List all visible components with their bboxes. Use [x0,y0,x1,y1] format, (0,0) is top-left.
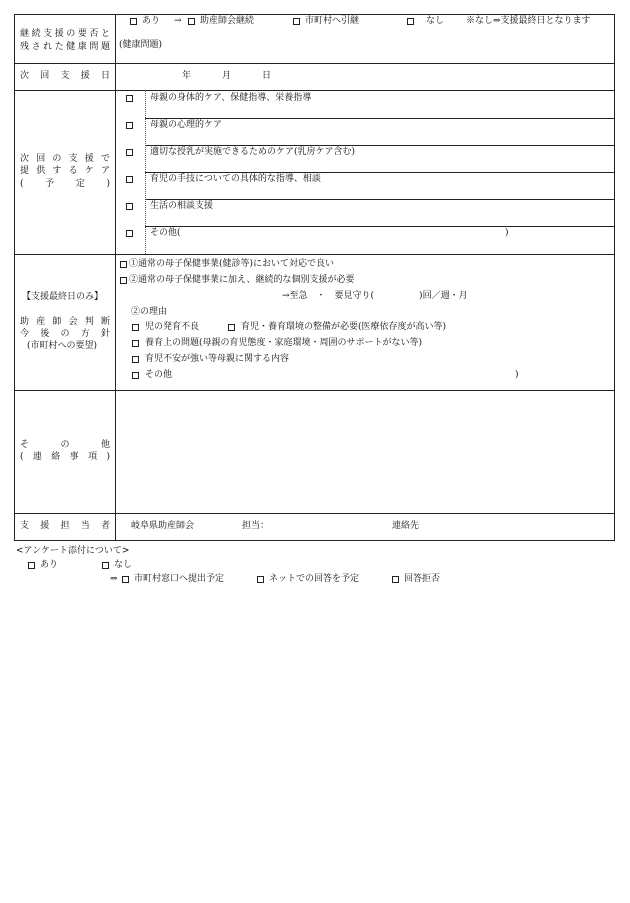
option-label: あり [142,16,161,26]
row-divider [14,390,615,391]
checkbox-policy-individual[interactable] [120,277,127,284]
month-label: 月 [222,71,232,81]
option-label: 市町村へ引継 [305,16,360,26]
checkbox-care-item[interactable] [126,95,133,102]
survey-option-label: 市町村窓口へ提出予定 [134,574,225,584]
row-divider [14,90,615,91]
reason-label: その他 [145,370,173,380]
checkbox-survey-net[interactable] [257,576,264,583]
checkbox-care-item[interactable] [126,149,133,156]
day-label: 日 [262,71,272,81]
health-problem-label: (健康問題) [119,40,163,50]
urgency-text: →至急 ・ 要見守り( )回／週・月 [282,291,468,301]
final-day-title: 【支援最終日のみ】 [22,292,104,302]
note-text: ※なし⇒支援最終日となります [466,16,591,26]
policy-option-label: ②通常の母子保健事業に加え、継続的な個別支援が必要 [129,275,355,285]
policy-sub-label: (市町村への要望) [27,341,98,351]
checkbox-continuation-no[interactable] [407,18,414,25]
row-divider [14,63,615,64]
year-label: 年 [182,71,192,81]
checkbox-reason[interactable] [132,372,139,379]
care-item-label: 適切な授乳が実施できるためのケア(乳房ケア含む) [150,147,356,157]
other-notes-label: そ の 他 [20,440,110,450]
option-label: なし [426,16,445,26]
checkbox-survey-no[interactable] [102,562,109,569]
checkbox-municipal-handover[interactable] [293,18,300,25]
org-name: 岐阜県助産師会 [131,521,195,531]
continuation-label: 継 続 支 援 の 要 否 と [20,29,110,39]
next-date-label: 次 回 支 援 日 [20,71,110,81]
checkbox-continuation-yes[interactable] [130,18,137,25]
checkbox-care-item[interactable] [126,122,133,129]
other-notes-area[interactable] [117,392,613,511]
reason-title: ②の理由 [131,307,168,317]
planned-care-label: ( 予 定 ) [20,179,110,189]
survey-option-label: あり [40,560,59,570]
care-item-label: 母親の心理的ケア [150,120,223,130]
reason-other-close: ) [515,370,519,380]
care-item-label: 育児の手技についての具体的な指導、相談 [150,174,321,184]
checkbox-survey-refuse[interactable] [392,576,399,583]
survey-title: <アンケート添付について> [16,546,130,556]
checkbox-reason[interactable] [132,324,139,331]
care-item-divider [145,226,615,227]
reason-label: 育児不安が強い等母親に関する内容 [145,354,290,364]
label-column-divider [115,14,116,541]
survey-option-label: ネットでの回答を予定 [269,574,360,584]
reason-label: 育児・養育環境の整備が必要(医療依存度が高い等) [241,322,447,332]
checkbox-survey-window[interactable] [122,576,129,583]
option-label: 助産師会継続 [200,16,255,26]
policy-label: 今 後 の 方 針 [20,329,110,339]
survey-option-label: 回答拒否 [404,574,441,584]
other-notes-label: ( 連 絡 事 項 ) [20,452,110,462]
planned-care-label: 提 供 す る ケ ア [20,166,110,176]
care-item-label: 生活の相談支援 [150,201,214,211]
checkbox-policy-normal[interactable] [120,261,127,268]
checkbox-reason[interactable] [132,340,139,347]
survey-option-label: なし [114,560,133,570]
care-item-divider [145,172,615,173]
row-divider [14,513,615,514]
survey-arrow: ⇒ [110,574,118,584]
checkbox-care-item[interactable] [126,176,133,183]
contact-label: 連絡先 [392,521,420,531]
care-item-divider [145,199,615,200]
planned-care-label: 次 回 の 支 援 で [20,154,110,164]
policy-option-label: ①通常の母子保健事業(健診等)において対応で良い [129,259,335,269]
reason-label: 児の発育不良 [145,322,200,332]
continuation-label: 残 さ れ た 健 康 問 題 [20,42,110,52]
checkbox-survey-yes[interactable] [28,562,35,569]
checkbox-midwife-continue[interactable] [188,18,195,25]
care-item-divider [145,118,615,119]
care-item-label: 母親の身体的ケア、保健指導、栄養指導 [150,93,312,103]
row-divider [14,254,615,255]
care-item-label: その他( [150,228,181,238]
staff-label: 支 援 担 当 者 [20,521,110,531]
care-other-close: ) [505,228,509,238]
arrow: → [174,16,182,26]
care-checkbox-column-divider [145,90,146,254]
reason-label: 養育上の問題(母親の育児態度・家庭環境・周囲のサポートがない等) [145,338,423,348]
checkbox-reason[interactable] [228,324,235,331]
checkbox-care-item[interactable] [126,230,133,237]
checkbox-care-item[interactable] [126,203,133,210]
policy-label: 助 産 師 会 判 断 [20,317,110,327]
checkbox-reason[interactable] [132,356,139,363]
care-item-divider [145,145,615,146]
staff-name-label: 担当： [242,521,270,531]
